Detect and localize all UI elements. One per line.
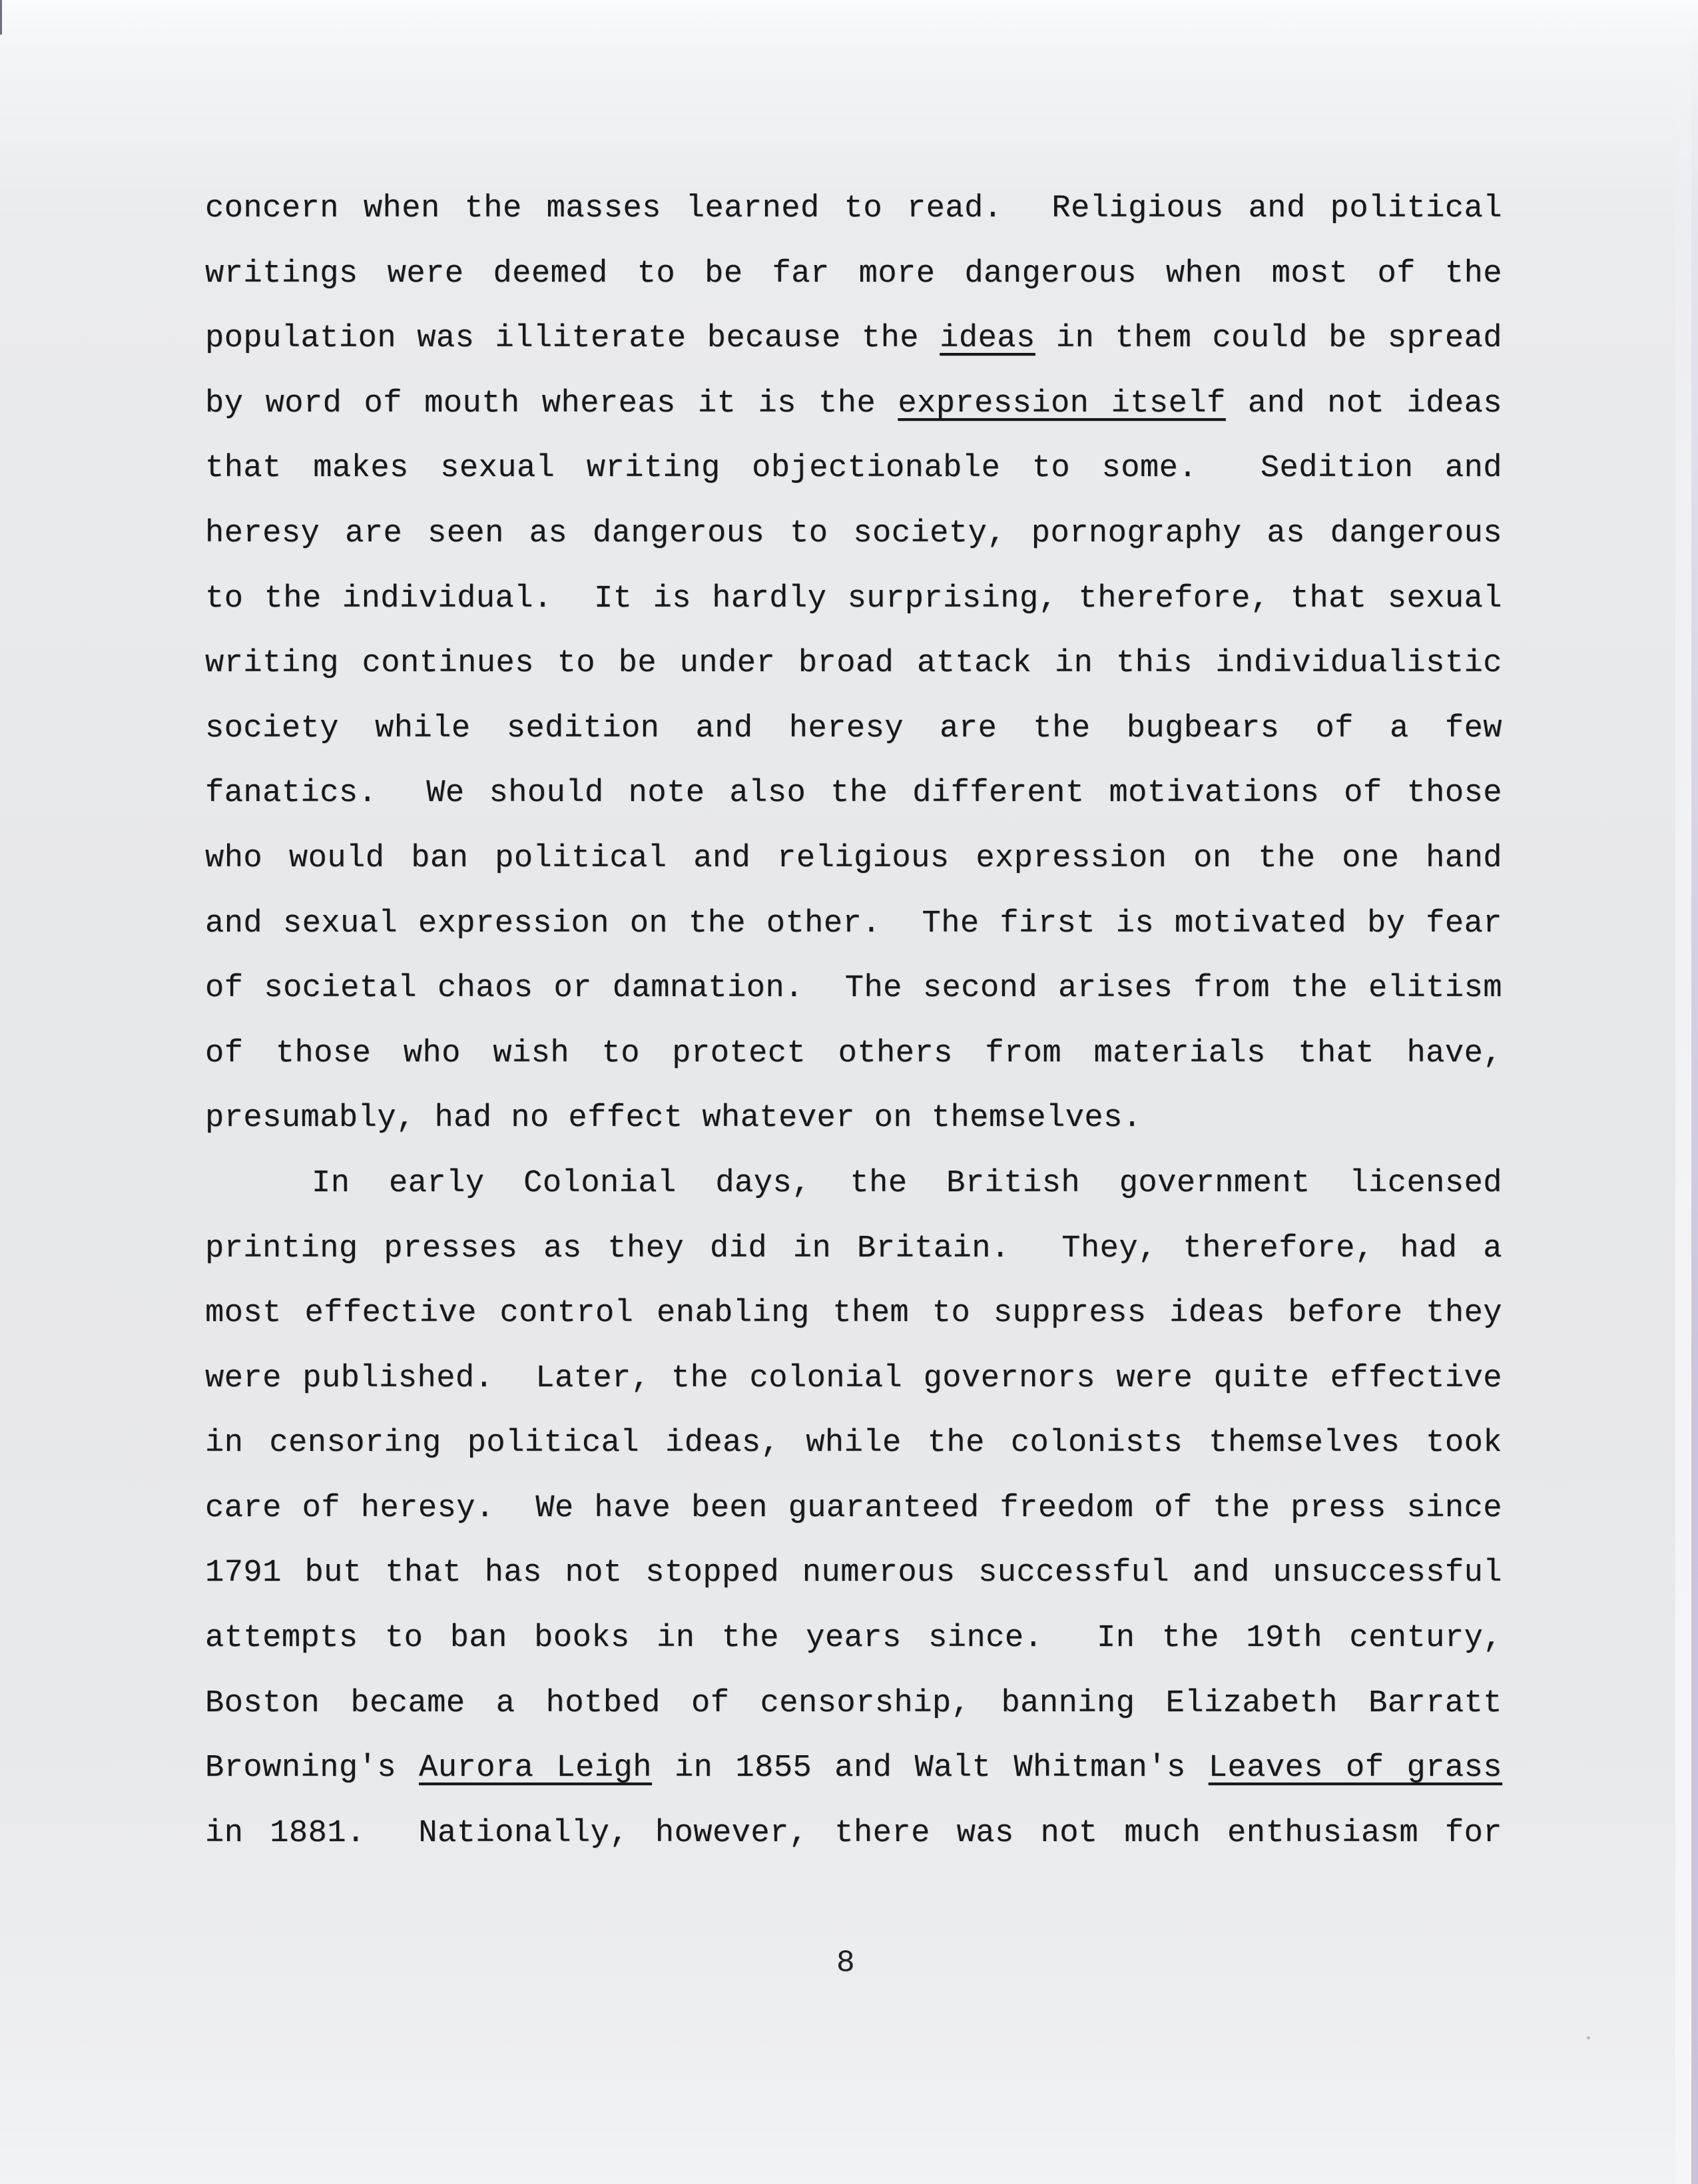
scan-edge-shadow <box>1675 0 1691 2184</box>
text-line <box>205 567 1502 632</box>
text-line <box>205 1086 1502 1151</box>
text-segment: attempts to ban books in the years since. In the 19th century, <box>205 1621 1502 1657</box>
text-segment: in them could be spread <box>1035 321 1502 357</box>
paper-speck <box>1587 2036 1590 2040</box>
text-segment: to the individual. It is hardly surprising, therefore, that sexual <box>205 581 1502 617</box>
text-segment: population was illiterate because the <box>205 321 940 357</box>
page-number: 8 <box>836 1946 855 1980</box>
text-segment: were published. Later, the colonial governors were quite effective <box>205 1360 1502 1396</box>
text-segment: printing presses as they did in Britain. They, therefore, had a <box>205 1230 1502 1266</box>
text-line <box>205 892 1502 957</box>
text-line <box>205 1281 1502 1346</box>
text-line <box>205 1021 1502 1087</box>
underlined-phrase: expression itself <box>898 386 1226 421</box>
text-line <box>205 631 1502 696</box>
underlined-phrase: Aurora Leigh <box>419 1751 652 1786</box>
text-segment: society while sedition and heresy are the bugbears of a few <box>205 710 1502 746</box>
text-segment: Boston became a hotbed of censorship, banning Elizabeth Barratt <box>205 1685 1502 1721</box>
text-line <box>205 372 1502 437</box>
text-line <box>205 1476 1502 1541</box>
text-segment: in 1855 and Walt Whitman's <box>651 1751 1209 1786</box>
text-line <box>205 826 1502 892</box>
scan-corner-artifact <box>0 0 2 35</box>
text-line <box>205 956 1502 1021</box>
text-line <box>205 1411 1502 1476</box>
text-line <box>205 1217 1502 1282</box>
text-segment: care of heresy. We have been guaranteed freedom of the press since <box>205 1490 1502 1526</box>
text-line <box>205 1736 1502 1801</box>
text-line <box>205 176 1502 242</box>
text-segment: of those who wish to protect others from materials that have, <box>205 1035 1502 1071</box>
text-segment: of societal chaos or damnation. The second arises from the elitism <box>205 971 1502 1007</box>
text-segment: in censoring political ideas, while the colonists themselves took <box>205 1426 1502 1462</box>
underlined-phrase: ideas <box>940 321 1035 357</box>
text-segment: writing continues to be under broad attack in this individualistic <box>205 646 1502 682</box>
text-segment: heresy are seen as dangerous to society, pornography as dangerous <box>205 515 1502 551</box>
text-segment: and not ideas <box>1225 386 1502 421</box>
scan-edge-strip <box>1691 0 1698 2184</box>
text-line <box>205 1541 1502 1606</box>
text-segment: fanatics. We should note also the different motivations of those <box>205 776 1502 812</box>
text-line <box>205 1606 1502 1671</box>
text-segment: most effective control enabling them to suppress ideas before they <box>205 1296 1502 1332</box>
underlined-phrase: Leaves of grass <box>1208 1751 1502 1786</box>
text-line <box>205 1671 1502 1737</box>
text-segment: and sexual expression on the other. The first is motivated by fear <box>205 906 1502 942</box>
text-line <box>205 1346 1502 1412</box>
text-line <box>205 1151 1502 1217</box>
text-line <box>205 1801 1502 1866</box>
text-segment: In early Colonial days, the British government licensed <box>312 1165 1502 1201</box>
text-segment: in 1881. Nationally, however, there was not much enthusiasm for <box>205 1815 1502 1851</box>
text-segment: writings were deemed to be far more dangerous when most of the <box>205 256 1502 292</box>
text-line <box>205 761 1502 826</box>
text-segment: that makes sexual writing objectionable to some. Sedition and <box>205 451 1502 487</box>
text-line <box>205 436 1502 501</box>
text-segment: 1791 but that has not stopped numerous successful and unsuccessful <box>205 1555 1502 1591</box>
text-line <box>205 696 1502 762</box>
text-line <box>205 306 1502 372</box>
text-segment: presumably, had no effect whatever on themselves. <box>205 1101 1142 1137</box>
text-line <box>205 501 1502 567</box>
page-body-text <box>205 176 1502 1866</box>
text-line <box>205 242 1502 307</box>
text-segment: by word of mouth whereas it is the <box>205 386 898 421</box>
text-segment: concern when the masses learned to read. Religious and political <box>205 191 1502 226</box>
text-segment: Browning's <box>205 1751 420 1786</box>
text-segment: who would ban political and religious expression on the one hand <box>205 840 1502 876</box>
